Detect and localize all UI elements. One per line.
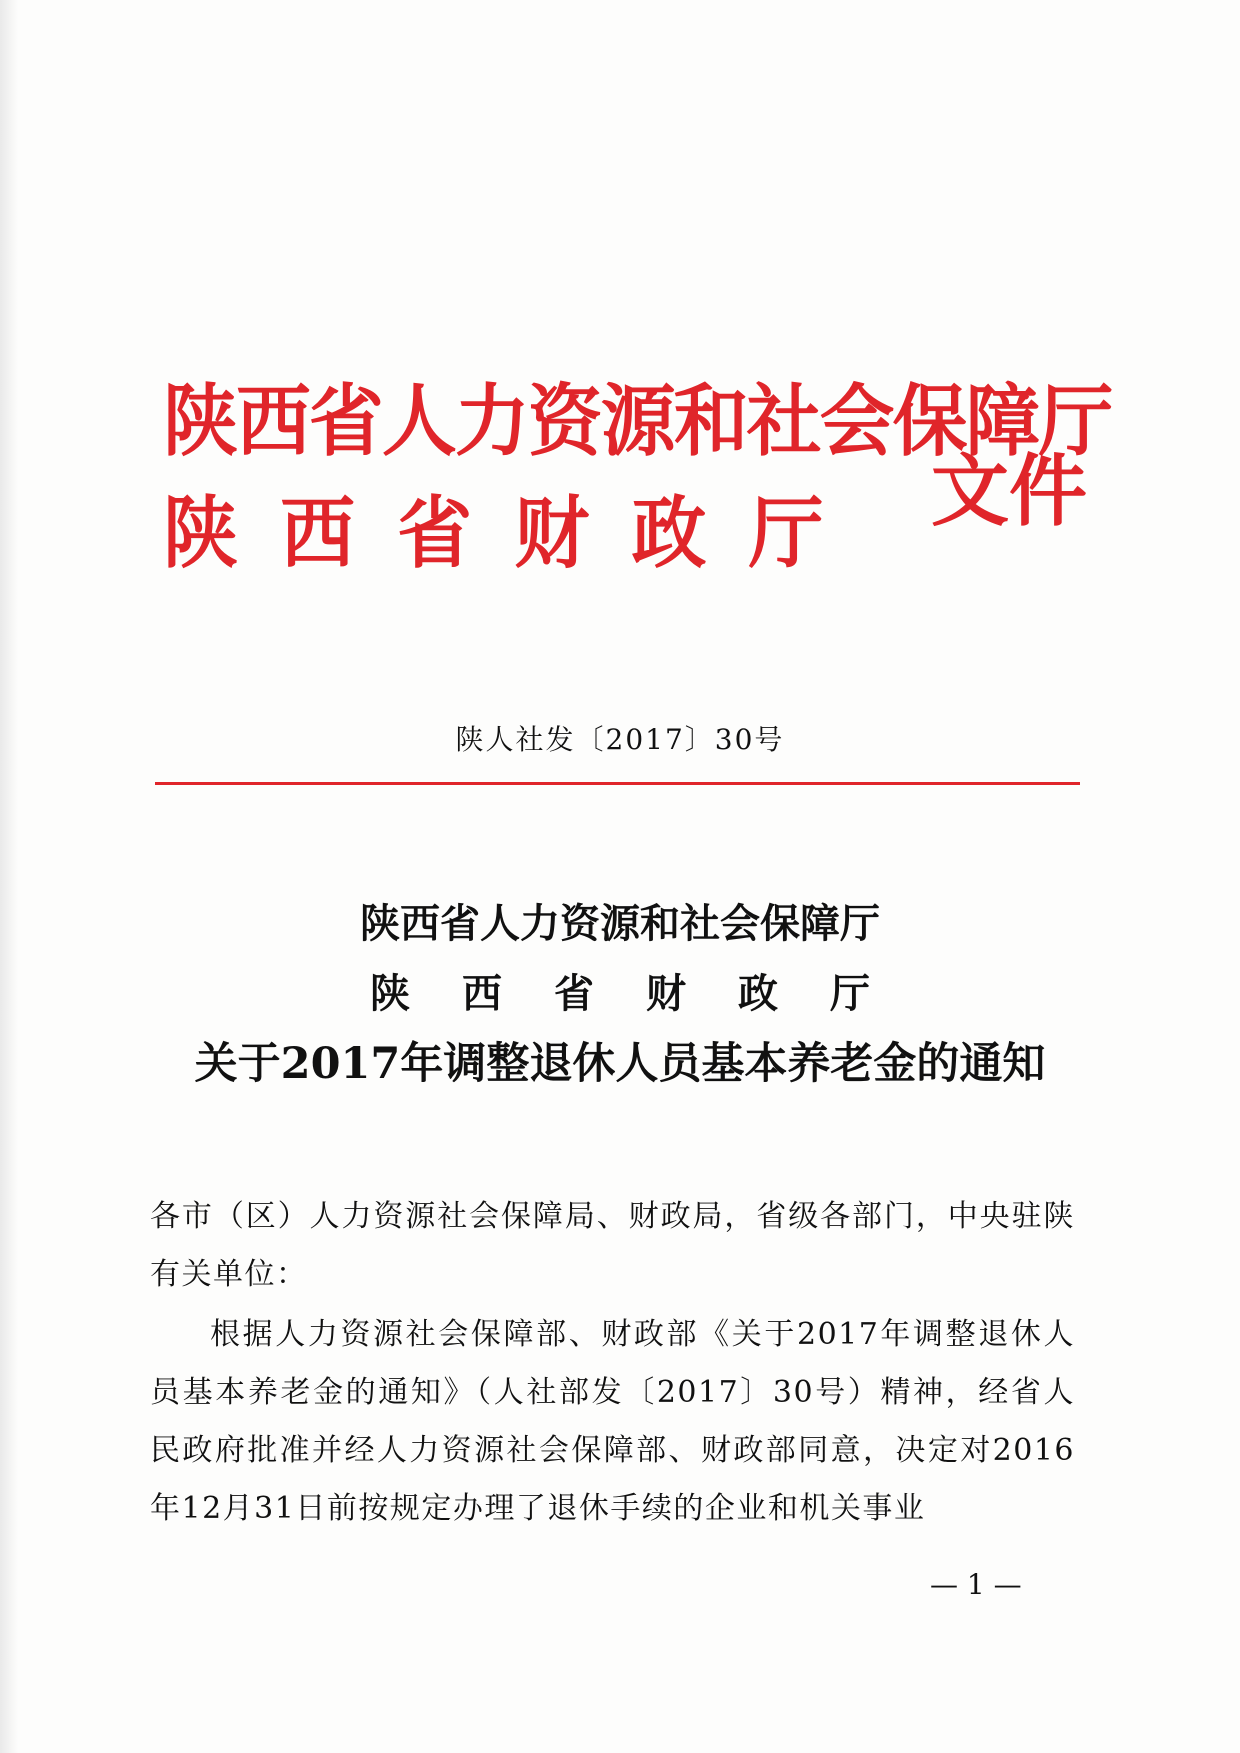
page-edge-shadow bbox=[0, 0, 18, 1753]
title-subject: 关于2017年调整退休人员基本养老金的通知 bbox=[194, 1039, 1046, 1089]
title-issuer-finance: 陕西省财政厅 bbox=[370, 970, 922, 1017]
red-separator-line bbox=[155, 782, 1080, 785]
letterhead-issuer-hrss: 陕西省人力资源和社会保障厅 bbox=[163, 377, 1112, 467]
letterhead-doc-type: 文件 bbox=[931, 447, 1088, 537]
page-number: — 1 — bbox=[930, 1568, 1022, 1601]
title-issuer-hrss: 陕西省人力资源和社会保障厅 bbox=[360, 900, 880, 947]
document-body bbox=[150, 1188, 1075, 1538]
letterhead-issuer-finance: 陕西省财政厅 bbox=[163, 489, 866, 579]
document-number: 陕人社发〔2017〕30号 bbox=[455, 723, 785, 756]
body-paragraph: 根据人力资源社会保障部、财政部《关于2017年调整退休人员基本养老金的通知》（人社部发〔2017〕30号）精神，经省人民政府批准并经人力资源社会保障部、财政部同意，决定对2016年12月31日前按规定办理了退休手续的企业和机关事业 bbox=[150, 1317, 1075, 1526]
salutation: 各市（区）人力资源社会保障局、财政局，省级各部门，中央驻陕有关单位： bbox=[150, 1199, 1075, 1292]
red-letterhead bbox=[163, 377, 1112, 602]
